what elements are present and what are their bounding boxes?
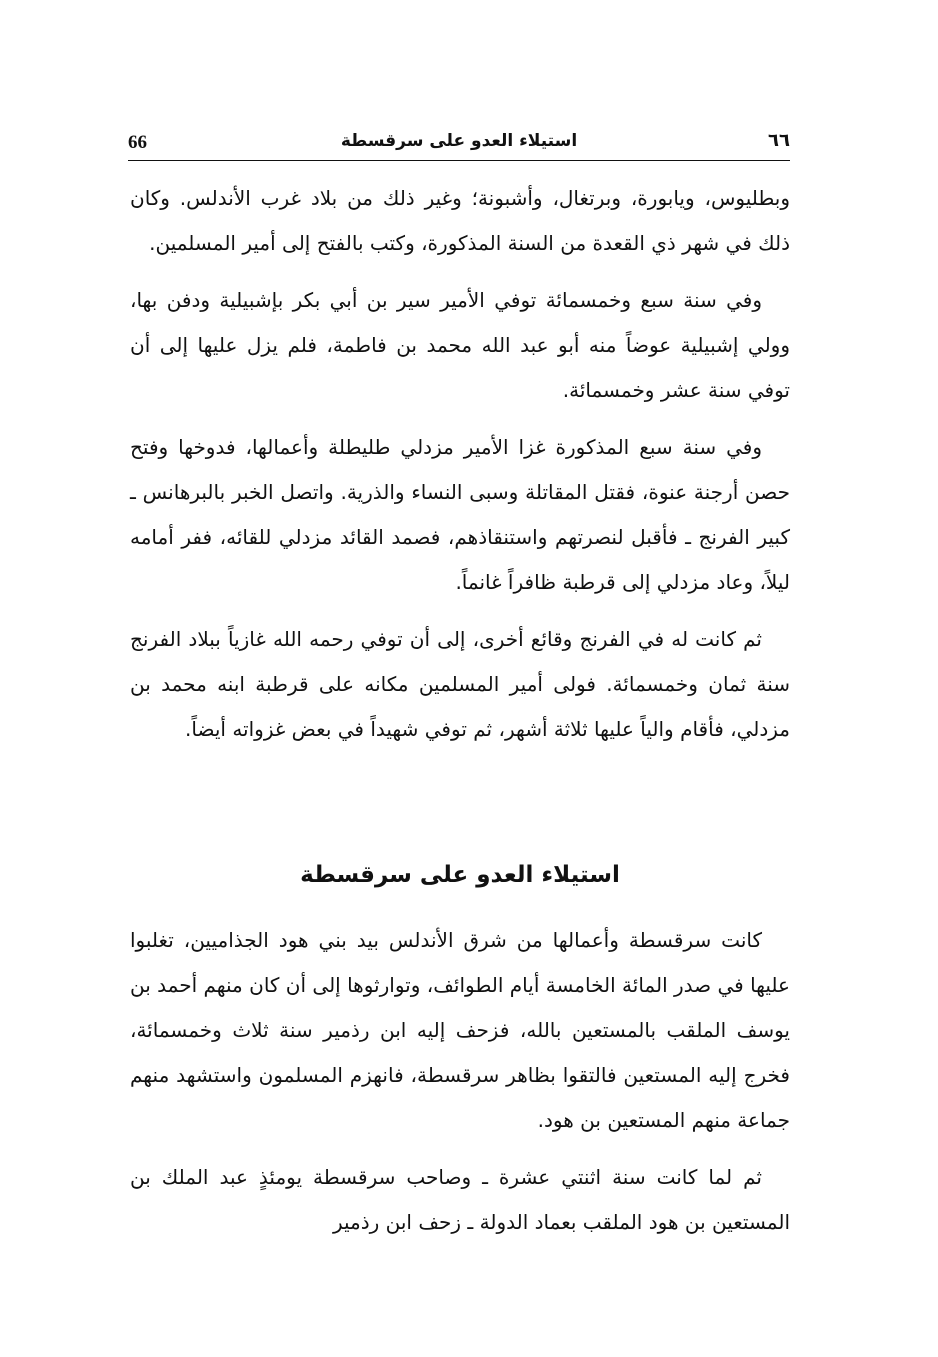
paragraph: ثم لما كانت سنة اثنتي عشرة ـ وصاحب سرقسطة يومئذٍ عبد الملك بن المستعين بن هود الملقب بعماد الدولة ـ زحف ابن رذمير — [130, 1165, 790, 1234]
paragraph: وفي سنة سبع المذكورة غزا الأمير مزدلي طليطلة وأعمالها، فدوخها وفتح حصن أرجنة عنوة، فقتل المقاتلة وسبى النساء والذرية. واتصل الخبر بالبرهانس ـ كبير الفرنج ـ فأقبل لنصرتهم واستنقاذهم، فصمد القائد مزدلي للقائه، ففر أمامه ليلاً، وعاد مزدلي إلى قرطبة ظافراً غانماً. — [130, 435, 790, 594]
section-text — [130, 918, 790, 1257]
section-heading: استيلاء العدو على سرقسطة — [300, 862, 620, 888]
paragraph: وفي سنة سبع وخمسمائة توفي الأمير سير بن أبي بكر بإشبيلية ودفن بها، وولي إشبيلية عوضاً منه أبو عبد الله محمد بن فاطمة، فلم يزل عليها إلى أن توفي سنة عشر وخمسمائة. — [130, 288, 790, 402]
running-title: استيلاء العدو على سرقسطة — [340, 131, 578, 151]
paragraph: وبطليوس، ويابورة، وبرتغال، وأشبونة؛ وغير ذلك من بلاد غرب الأندلس. وكان ذلك في شهر ذي القعدة من السنة المذكورة، وكتب بالفتح إلى أمير المسلمين. — [130, 186, 790, 255]
paragraph: ثم كانت له في الفرنج وقائع أخرى، إلى أن توفي رحمه الله غازياً ببلاد الفرنج سنة ثمان وخمسمائة. فولى أمير المسلمين مكانه على قرطبة ابنه محمد بن مزدلي، فأقام والياً عليها ثلاثة أشهر، ثم توفي شهيداً في بعض غزواته أيضاً. — [130, 627, 790, 741]
running-header — [128, 128, 790, 161]
page-number-arabic: ٦٦ — [768, 130, 790, 151]
main-text — [130, 176, 790, 764]
page-number-latin: 66 — [128, 132, 147, 153]
paragraph: كانت سرقسطة وأعمالها من شرق الأندلس بيد بني هود الجذاميين، تغلبوا عليها في صدر المائة الخامسة أيام الطوائف، وتوارثوها إلى أن كان منهم أحمد بن يوسف الملقب بالمستعين بالله، فزحف إليه ابن رذمير سنة ثلاث وخمسمائة، فخرج إليه المستعين فالتقوا بظاهر سرقسطة، فانهزم المسلمون واستشهد منهم جماعة منهم المستعين بن هود. — [130, 928, 790, 1132]
